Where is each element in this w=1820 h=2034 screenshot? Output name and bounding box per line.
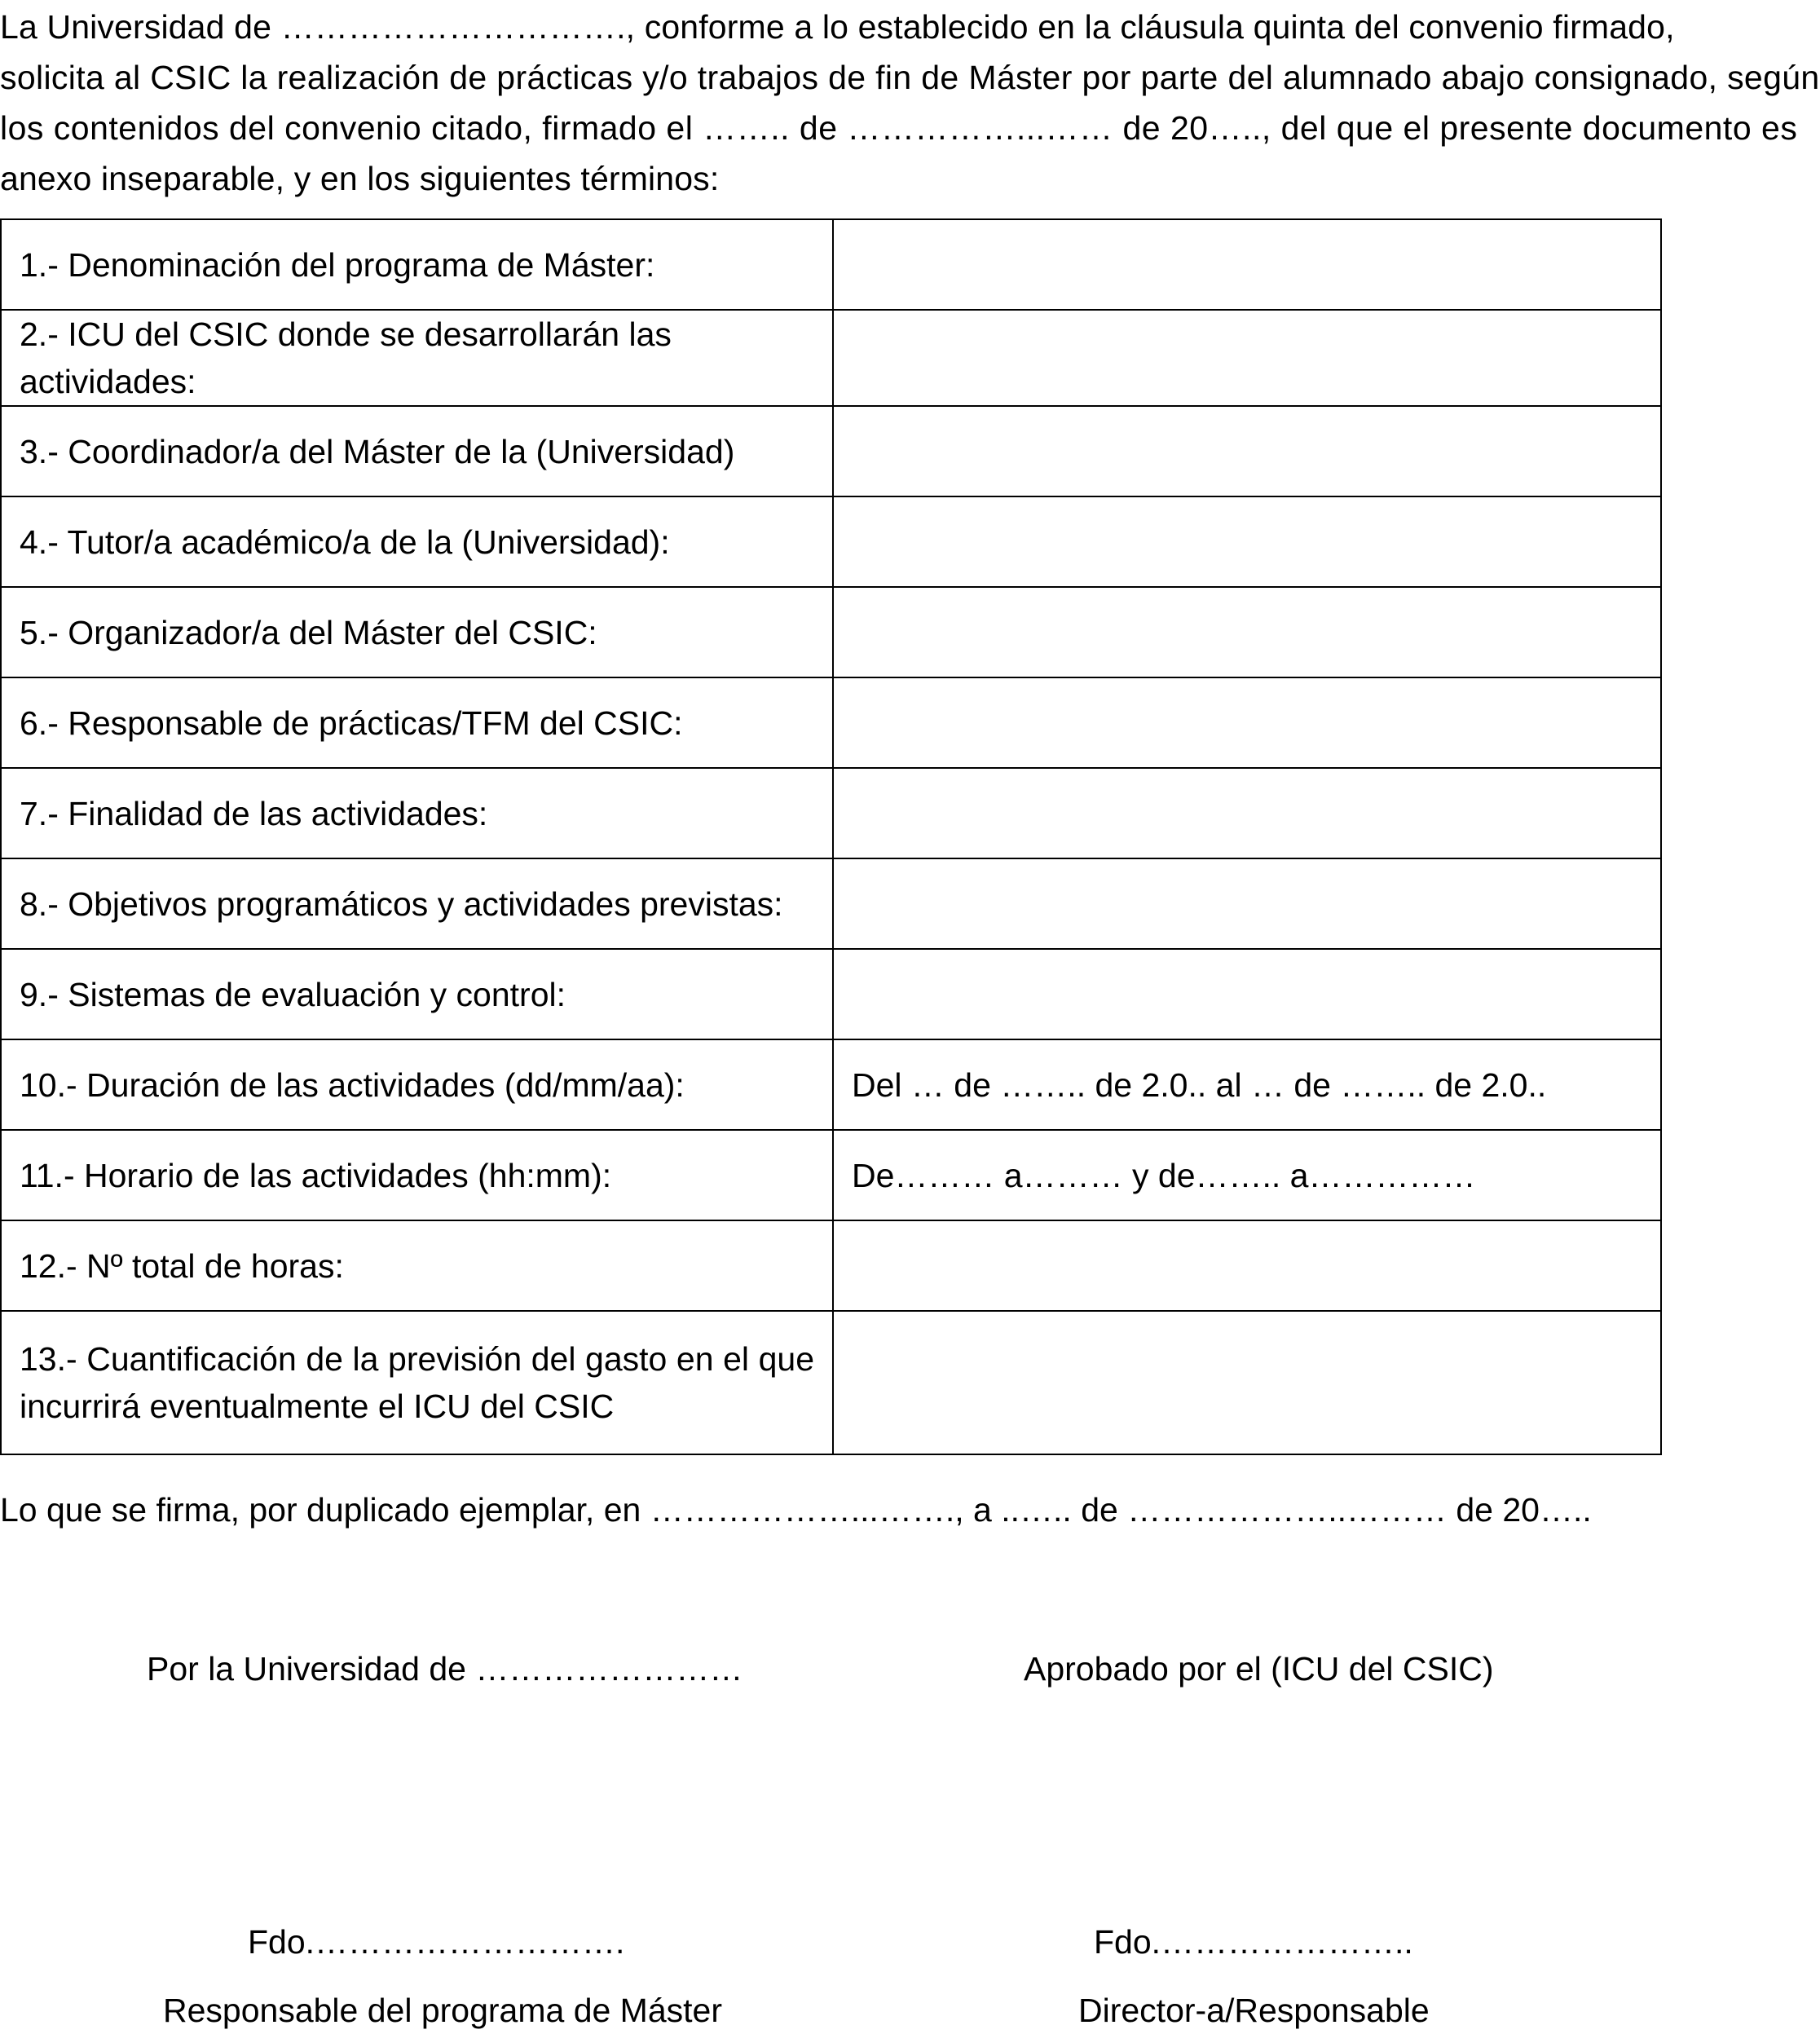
- row-label: 6.- Responsable de prácticas/TFM del CSIC:: [1, 677, 833, 768]
- row-label: 3.- Coordinador/a del Máster de la (Universidad): [1, 406, 833, 496]
- row-label: 8.- Objetivos programáticos y actividades previstas:: [1, 858, 833, 949]
- closing-statement: Lo que se firma, por duplicado ejemplar, en ………………...……., a ..….. de ………………..……… de 20…..: [0, 1491, 1592, 1529]
- row-value-field[interactable]: [833, 677, 1661, 768]
- table-row: [1, 496, 1661, 587]
- row-label: 11.- Horario de las actividades (hh:mm):: [1, 1130, 833, 1220]
- row-label: 9.- Sistemas de evaluación y control:: [1, 949, 833, 1039]
- row-label: 13.- Cuantificación de la previsión del gasto en el que incurrirá eventualmente el ICU del CSIC: [1, 1311, 833, 1454]
- signature-right-role: Director-a/Responsable: [1078, 1992, 1430, 2029]
- row-value-field[interactable]: [833, 949, 1661, 1039]
- table-row: [1, 768, 1661, 858]
- table-row: [1, 310, 1661, 406]
- row-label: 2.- ICU del CSIC donde se desarrollarán las actividades:: [1, 310, 833, 406]
- row-label: 4.- Tutor/a académico/a de la (Universidad):: [1, 496, 833, 587]
- intro-line-2-text: solicita al CSIC la realización de prácticas y/o trabajos de fin de Máster por parte del alumnado abajo consignado, según: [0, 59, 1820, 96]
- row-value-field[interactable]: Del … de …….. de 2.0.. al … de …….. de 2.0..: [833, 1039, 1661, 1130]
- row-value-field[interactable]: De……… a……… y de…….. a……………: [833, 1130, 1661, 1220]
- row-value-field[interactable]: [833, 406, 1661, 496]
- signature-right-fdo: Fdo.…………………..: [1094, 1923, 1413, 1961]
- intro-paragraph: [0, 2, 1820, 204]
- row-label: 5.- Organizador/a del Máster del CSIC:: [1, 587, 833, 677]
- row-value-field[interactable]: [833, 768, 1661, 858]
- row-label: 12.- Nº total de horas:: [1, 1220, 833, 1311]
- table-row: [1, 1039, 1661, 1130]
- table-row: [1, 949, 1661, 1039]
- intro-line-4-text: anexo inseparable, y en los siguientes términos:: [0, 160, 720, 197]
- table-row: [1, 858, 1661, 949]
- row-value-field[interactable]: [833, 858, 1661, 949]
- row-value-field[interactable]: [833, 310, 1661, 406]
- row-label: 1.- Denominación del programa de Máster:: [1, 219, 833, 310]
- row-value-field[interactable]: [833, 587, 1661, 677]
- intro-line-1-text: La Universidad de …………………………., conforme a lo establecido en la cláusula quinta del convenio firmado: [0, 8, 1666, 46]
- table-row: [1, 1130, 1661, 1220]
- row-label: 7.- Finalidad de las actividades:: [1, 768, 833, 858]
- table-row: [1, 406, 1661, 496]
- intro-line-2: [0, 52, 1820, 103]
- request-form-table: [0, 218, 1662, 1455]
- row-label: 10.- Duración de las actividades (dd/mm/aa):: [1, 1039, 833, 1130]
- row-value-field[interactable]: [833, 496, 1661, 587]
- table-row: [1, 1311, 1661, 1454]
- intro-line-3-text: los contenidos del convenio citado, firmado el …….. de ……………...…… de 20….., del que el presente documento es: [0, 109, 1798, 147]
- row-value-field[interactable]: [833, 1311, 1661, 1454]
- table-row: [1, 587, 1661, 677]
- intro-line-1: [0, 2, 1675, 52]
- table-row: [1, 1220, 1661, 1311]
- signature-left-fdo: Fdo.……………………….: [248, 1923, 625, 1961]
- signature-left-heading: Por la Universidad de ……………………: [147, 1650, 743, 1688]
- table-row: [1, 677, 1661, 768]
- table-row: [1, 219, 1661, 310]
- intro-line-3: [0, 103, 1798, 153]
- row-value-field[interactable]: [833, 1220, 1661, 1311]
- signature-right-heading: Aprobado por el (ICU del CSIC): [1024, 1650, 1494, 1688]
- row-value-field[interactable]: [833, 219, 1661, 310]
- intro-line-1-comma: ,: [1665, 8, 1675, 46]
- intro-line-4: [0, 153, 1664, 204]
- signature-left-role: Responsable del programa de Máster: [163, 1992, 722, 2029]
